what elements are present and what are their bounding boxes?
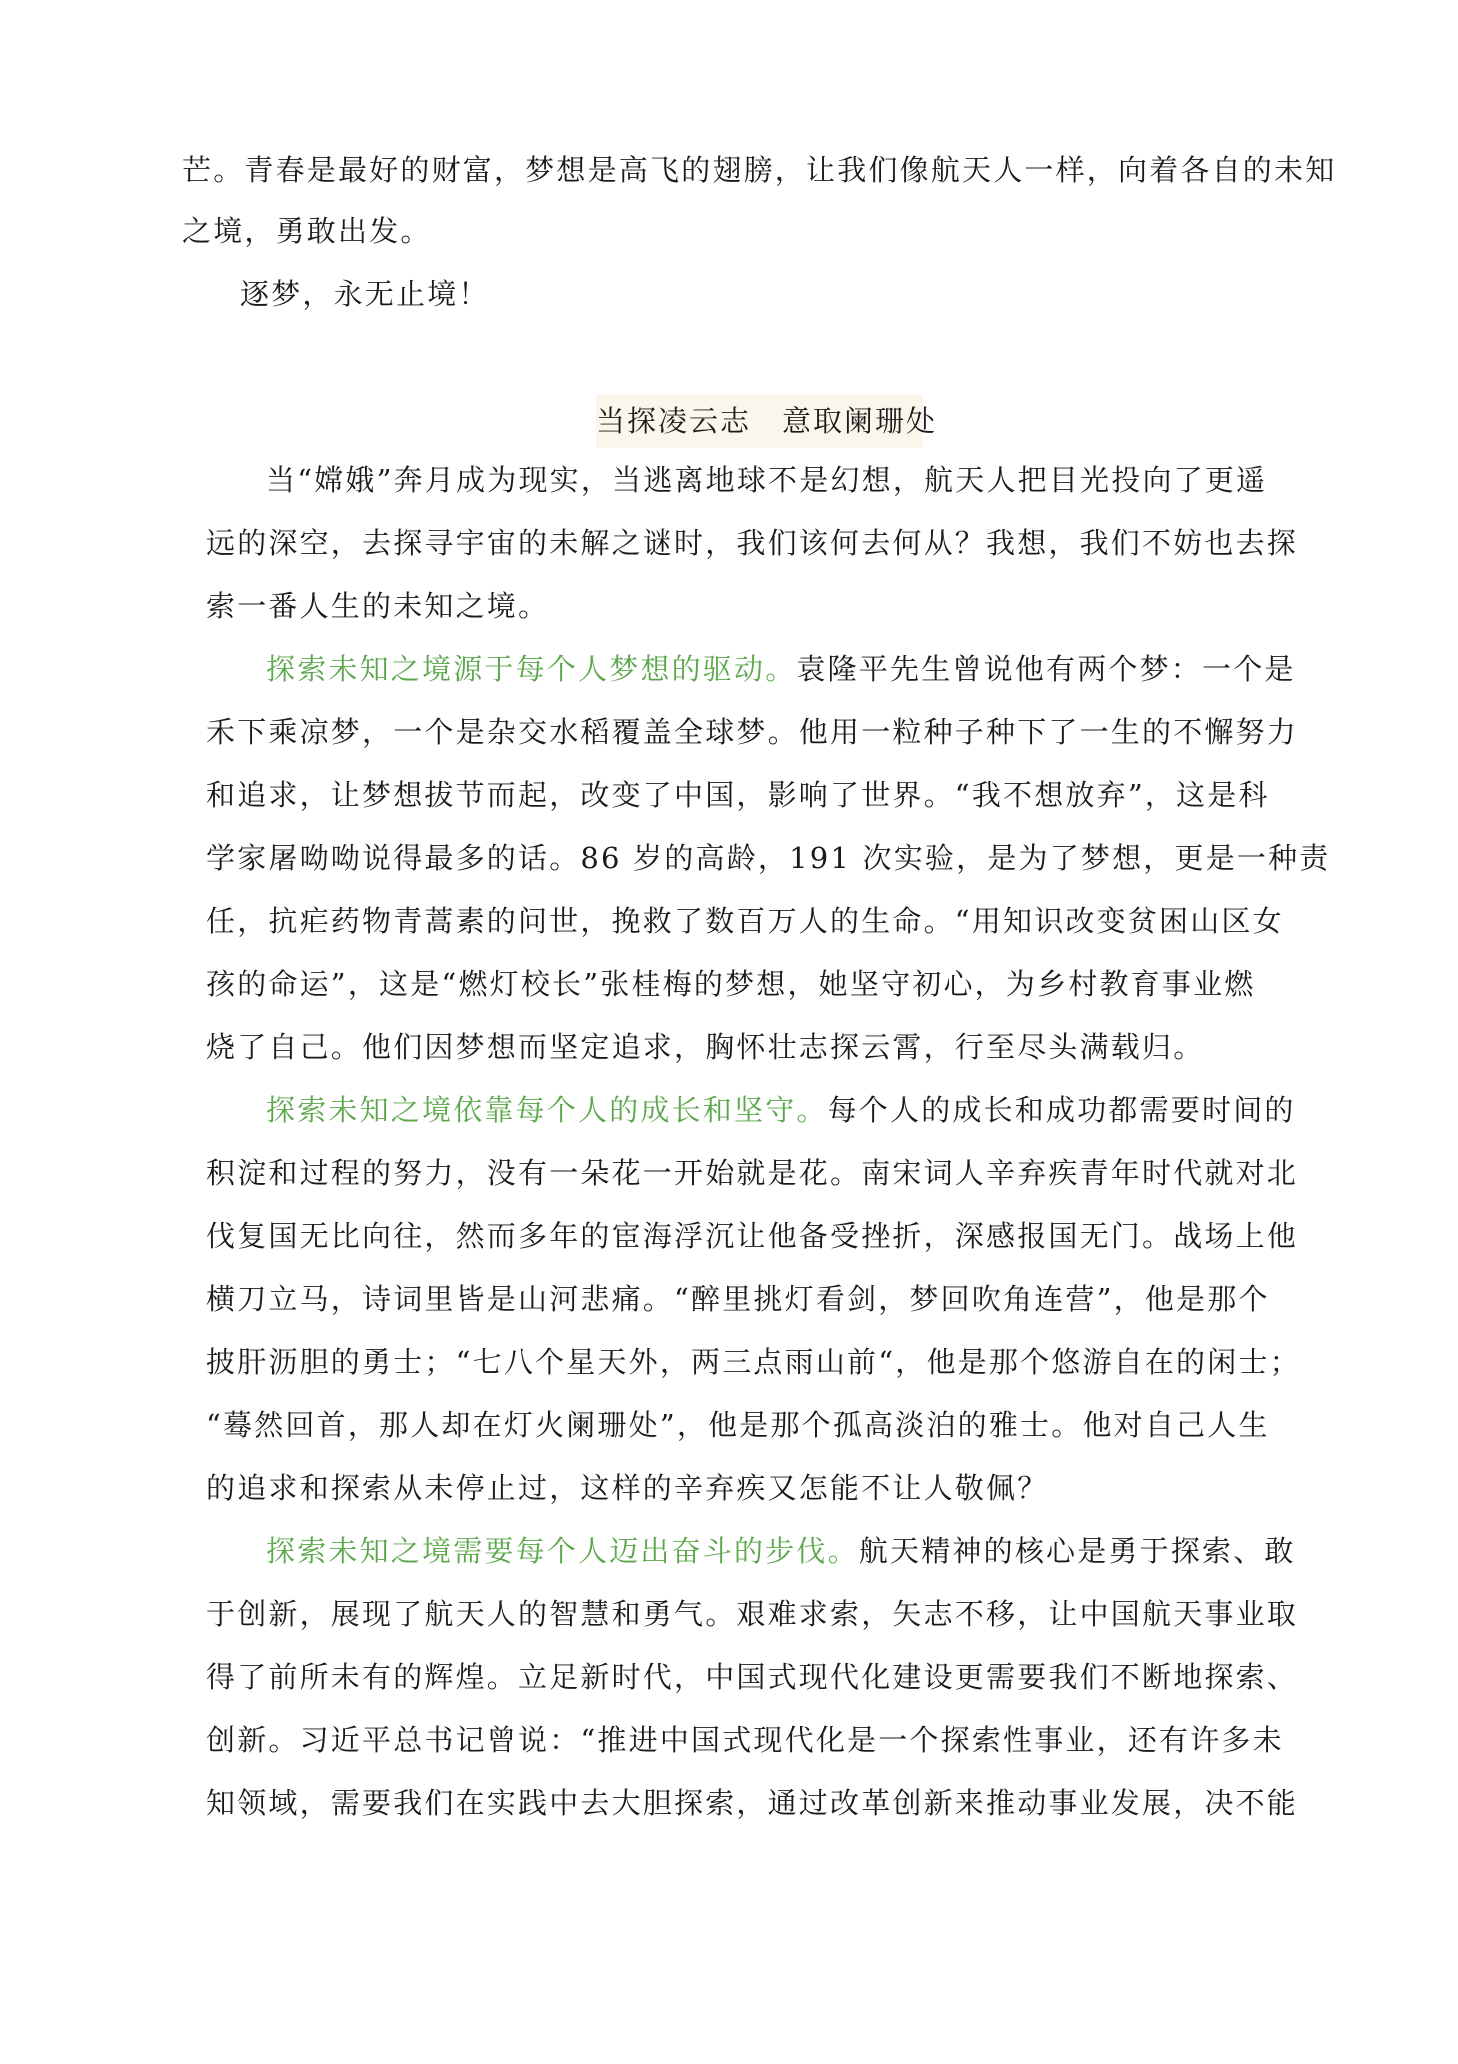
- p3-first-line: [266, 1531, 1296, 1571]
- p2-first-rest: 每个人的成长和成功都需要时间的: [827, 1093, 1296, 1127]
- p2-line-6: “蓦然回首，那人却在灯火阑珊处”，他是那个孤高淡泊的雅士。他对自己人生: [206, 1408, 1270, 1442]
- p1-lead-sentence: 探索未知之境源于每个人梦想的驱动。: [266, 652, 797, 686]
- p3-lead-sentence: 探索未知之境需要每个人迈出奋斗的步伐。: [266, 1534, 859, 1568]
- prev-section-line-2: 之境，勇敢出发。: [182, 214, 432, 248]
- intro-line-3: 索一番人生的未知之境。: [206, 589, 550, 623]
- p2-line-2: 积淀和过程的努力，没有一朵花一开始就是花。南宋词人辛弃疾青年时代就对北: [206, 1156, 1299, 1190]
- prev-section-line-1: 芒。青春是最好的财富，梦想是高飞的翅膀，让我们像航天人一样，向着各自的未知: [182, 153, 1337, 187]
- p3-line-5: 知领域，需要我们在实践中去大胆探索，通过改革创新来推动事业发展，决不能: [206, 1786, 1299, 1820]
- p1-line-4: 学家屠呦呦说得最多的话。86 岁的高龄，191 次实验，是为了梦想，更是一种责: [206, 841, 1331, 875]
- p1-first-line: [266, 649, 1296, 689]
- p3-line-2: 于创新，展现了航天人的智慧和勇气。艰难求索，矢志不移，让中国航天事业取: [206, 1597, 1299, 1631]
- p2-line-7: 的追求和探索从未停止过，这样的辛弃疾又怎能不让人敬佩？: [206, 1471, 1049, 1505]
- p1-line-7: 烧了自己。他们因梦想而坚定追求，胸怀壮志探云霄，行至尽头满载归。: [206, 1030, 1205, 1064]
- intro-line-1: 当“嫦娥”奔月成为现实，当逃离地球不是幻想，航天人把目光投向了更遥: [266, 463, 1268, 497]
- intro-line-2: 远的深空，去探寻宇宙的未解之谜时，我们该何去何从？我想，我们不妨也去探: [206, 526, 1299, 560]
- p1-first-rest: 袁隆平先生曾说他有两个梦：一个是: [796, 652, 1296, 686]
- essay-title: 当探凌云志 意取阑珊处: [596, 394, 923, 448]
- p2-lead-sentence: 探索未知之境依靠每个人的成长和坚守。: [266, 1093, 828, 1127]
- p1-line-3: 和追求，让梦想拔节而起，改变了中国，影响了世界。“我不想放弃”，这是科: [206, 778, 1270, 812]
- p1-line-6: 孩的命运”，这是“燃灯校长”张桂梅的梦想，她坚守初心，为乡村教育事业燃: [206, 967, 1256, 1001]
- prev-section-closing: 逐梦，永无止境！: [240, 277, 490, 311]
- p2-line-4: 横刀立马，诗词里皆是山河悲痛。“醉里挑灯看剑，梦回吹角连营”，他是那个: [206, 1282, 1270, 1316]
- p2-line-3: 伐复国无比向往，然而多年的宦海浮沉让他备受挫折，深感报国无门。战场上他: [206, 1219, 1299, 1253]
- p1-line-2: 禾下乘凉梦，一个是杂交水稻覆盖全球梦。他用一粒种子种下了一生的不懈努力: [206, 715, 1299, 749]
- p2-line-5: 披肝沥胆的勇士；“七八个星天外，两三点雨山前“，他是那个悠游自在的闲士；: [206, 1345, 1301, 1379]
- p3-line-3: 得了前所未有的辉煌。立足新时代，中国式现代化建设更需要我们不断地探索、: [206, 1660, 1299, 1694]
- p3-line-4: 创新。习近平总书记曾说：“推进中国式现代化是一个探索性事业，还有许多未: [206, 1723, 1284, 1757]
- p2-first-line: [266, 1090, 1296, 1130]
- p1-line-5: 任，抗疟药物青蒿素的问世，挽救了数百万人的生命。“用知识改变贫困山区女: [206, 904, 1284, 938]
- p3-first-rest: 航天精神的核心是勇于探索、敢: [858, 1534, 1296, 1568]
